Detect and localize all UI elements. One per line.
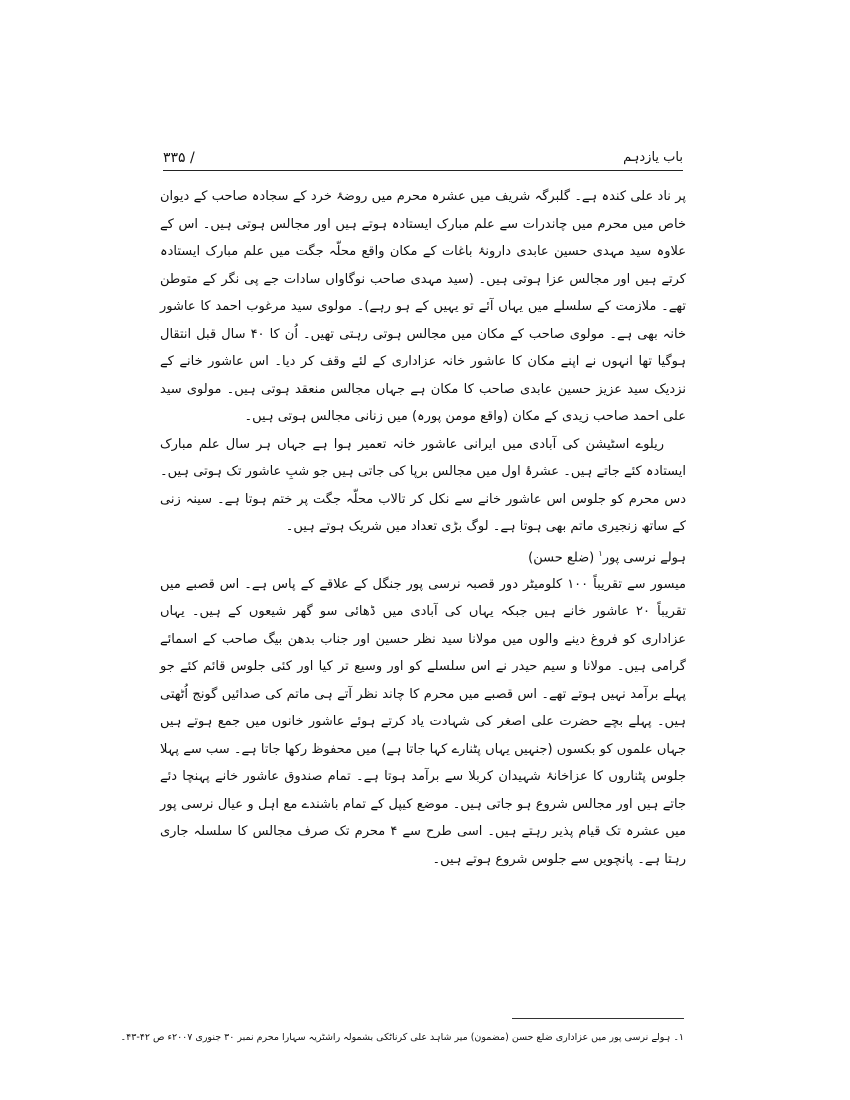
footnote-number: ۱۔ bbox=[673, 1032, 684, 1043]
chapter-title: باب یازدہم bbox=[623, 150, 683, 165]
page-number: / ۳۳۵ bbox=[163, 150, 195, 166]
section-title: ہولے نرسی پور bbox=[602, 549, 686, 565]
footnote-rule bbox=[512, 1018, 684, 1019]
section-district: (ضلع حسن) bbox=[528, 549, 595, 565]
paragraph-gulbarga: پر ناد علی کندہ ہے۔ گلبرگہ شریف میں عشرہ محرم میں روضۂ خرد کے سجادہ صاحب کے دیوان خاص میں محرم میں چاندرات سے علم مبارک ایستادہ ہوتے ہیں اور مجالس ہوتی ہیں۔ اس کے علاوہ سید مہدی حسین عابدی دارونۂ باغات کے مکان واقع محلّہ جگت میں علم مبارک ایستادہ کرتے ہیں اور مجالس عزا ہوتی ہیں۔ (سید مہدی صاحب نوگاواں سادات جے پی نگر کے متوطن تھے۔ ملازمت کے سلسلے میں یہاں آئے تو یہیں کے ہو رہے)۔ مولوی سید مرغوب احمد کا عاشور خانہ بھی ہے۔ مولوی صاحب کے مکان میں مجالس ہوتی رہتی تھیں۔ اُن کا ۴۰ سال قبل انتقال ہوگیا تھا انہوں نے اپنے مکان کا عاشور خانہ عزاداری کے لئے وقف کر دیا۔ اس عاشور خانے کے نزدیک سید عزیز حسین عابدی صاحب کا مکان ہے جہاں مجالس منعقد ہوتی ہیں۔ مولوی سید علی احمد صاحب زیدی کے مکان (واقع مومن پورہ) میں زنانی مجالس ہوتی ہیں۔ bbox=[160, 189, 686, 424]
page-header bbox=[163, 147, 683, 169]
paragraph-narsipur: میسور سے تقریباً ۱۰۰ کلومیٹر دور قصبہ نرسی پور جنگل کے علاقے کے پاس ہے۔ اس قصبے میں تقریباً ۲۰ عاشور خانے ہیں جبکہ یہاں کی آبادی میں ڈھائی سو گھر شیعوں کے ہیں۔ یہاں عزاداری کو فروغ دینے والوں میں مولانا سید نظر حسین اور جناب بدھن بیگ صاحب کے اسمائے گرامی ہیں۔ مولانا و سیم حیدر نے اس سلسلے کو اور وسیع تر کیا اور کئی جلوس قائم کئے جو پہلے برآمد نہیں ہوتے تھے۔ اس قصبے میں محرم کا چاند نظر آتے ہی ماتم کی صدائیں گونج اُٹھتی ہیں۔ پہلے بچے حضرت علی اصغر کی شہادت یاد کرتے ہوئے عاشور خانوں میں جمع ہوتے ہیں جہاں علموں کو بکسوں (جنہیں یہاں پٹنارے کہا جاتا ہے) میں محفوظ رکھا جاتا ہے۔ سب سے پہلا جلوس پٹناروں کا عزاخانۂ شہیدان کربلا سے برآمد ہوتا ہے۔ تمام صندوق عاشور خانے پہنچا دئے جاتے ہیں اور مجالس شروع ہو جاتی ہیں۔ موضع کیپل کے تمام باشندے مع اہل و عیال نرسی پور میں عشرہ تک قیام پذیر رہتے ہیں۔ اسی طرح سے ۴ محرم تک صرف مجالس کا سلسلہ جاری رہتا ہے۔ پانچویں سے جلوس شروع ہوتے ہیں۔ bbox=[160, 576, 686, 867]
footnote bbox=[120, 1030, 684, 1046]
footnote-text: ہولے نرسی پور میں عزاداری ضلع حسن (مضمون) میر شاہد علی کرناٹکی بشمولہ راشٹریہ سہارا محرم نمبر ۳۰ جنوری ۲۰۰۷ء ص ۴۲-۴۳۔ bbox=[120, 1032, 671, 1043]
footnote-reference: ۱ bbox=[598, 548, 603, 558]
header-rule bbox=[163, 170, 683, 171]
paragraph-railway-station: ریلوے اسٹیشن کی آبادی میں ایرانی عاشور خانہ تعمیر ہوا ہے جہاں ہر سال علم مبارک ایستادہ کئے جاتے ہیں۔ عشرۂ اول میں مجالس برپا کی جاتی ہیں جو شبِ عاشور تک ہوتی ہیں۔ دس محرم کو جلوس اس عاشور خانے سے نکل کر تالاب محلّہ جگت پر ختم ہوتا ہے۔ سینہ زنی کے ساتھ زنجیری ماتم بھی ہوتا ہے۔ لوگ بڑی تعداد میں شریک ہوتے ہیں۔ bbox=[160, 436, 686, 534]
body-text bbox=[160, 183, 686, 873]
section-heading bbox=[160, 541, 686, 571]
